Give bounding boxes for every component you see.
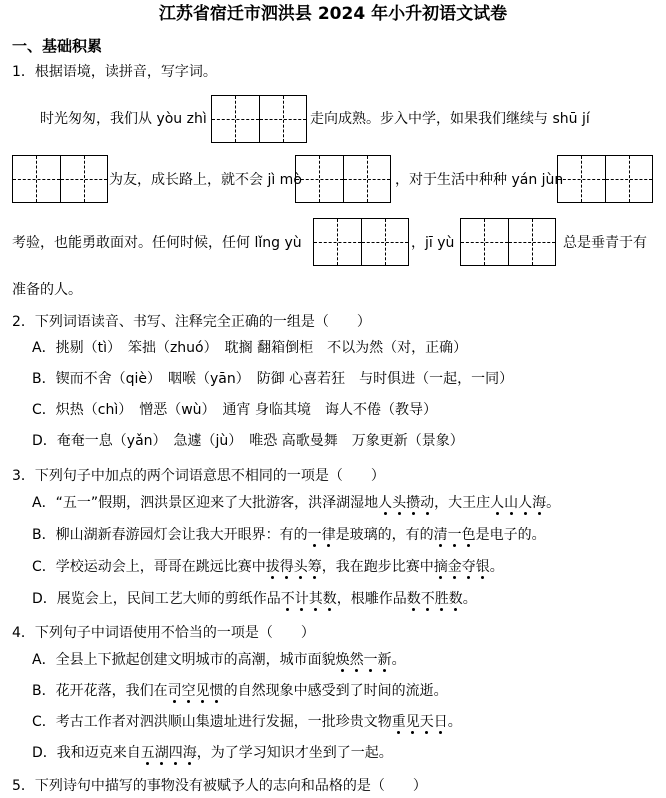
section-heading: 一、基础积累 [12,37,103,55]
dotted-char: 五 [140,745,155,761]
option-text: ，大王庄 [434,495,491,511]
answer-cell [13,156,61,202]
q2-option-c[interactable]: C．炽热（chì） 憎恶（wù） 通宵 身临其境 诲人不倦（教导） [32,402,438,418]
option-text: C．学校运动会上，哥哥在跳远比赛中 [32,559,266,575]
answer-cell [558,156,606,202]
q1-line3-text-b: ，jī yù [411,235,455,251]
option-text: 的自然现象中感受到了时间的流逝。 [223,683,448,699]
answer-box-lingyu[interactable] [313,218,409,266]
q4-stem: 4．下列句子中词语使用不恰当的一项是（ ） [12,625,315,641]
option-text: 。 [462,591,477,607]
dotted-word [378,495,434,511]
dotted-char: 一 [447,527,462,543]
dotted-char: 不 [280,591,295,607]
q1-line2-text-a: 为友，成长路上，就不会 jì mò [109,172,302,188]
dotted-char: 动 [420,495,435,511]
answer-box-youzhi[interactable] [211,95,307,143]
dotted-char: 头 [293,559,308,575]
dotted-char: 海 [182,745,197,761]
option-text: 是电子的。 [475,527,546,543]
dotted-char: 然 [349,652,364,668]
option-text: 。 [489,559,504,575]
answer-cell [260,96,307,142]
option-text: D．我和迈克来自 [32,745,141,761]
dotted-word [490,495,546,511]
answer-cell [362,219,409,265]
dotted-char: 四 [168,745,183,761]
dotted-word [308,527,336,543]
dotted-word [407,591,463,607]
q2-option-b[interactable]: B．锲而不舍（qiè） 咽喉（yān） 防御 心喜若狂 与时俱进（一起，一同） [32,371,514,387]
option-text: ，我在跑步比赛中 [321,559,434,575]
answer-box-yanjun[interactable] [557,155,653,203]
dotted-char: 筹 [307,559,322,575]
answer-cell [606,156,653,202]
dotted-word [141,745,197,761]
dotted-word [281,591,337,607]
dotted-char: 胜 [434,591,449,607]
q2-option-a[interactable]: A．挑剔（tì） 笨拙（zhuó） 耽搁 翻箱倒柜 不以为然（对，正确） [32,340,468,356]
dotted-char: 银 [475,559,490,575]
q4-option-a[interactable] [32,650,406,670]
dotted-char: 拔 [265,559,280,575]
option-text: C．考古工作者对泗洪顺山集遗址进行发掘，一批珍贵文物 [32,714,392,730]
dotted-word [266,559,322,575]
option-text: A．“五一”假期，泗洪景区迎来了大批游客，洪泽湖湿地 [32,495,379,511]
option-text: B．柳山湖新春游园灯会让我大开眼界：有的 [32,527,308,543]
option-text: 。 [546,495,561,511]
answer-cell [461,219,509,265]
q1-line2-text-b: ，对于生活中种种 yán jùn [395,172,564,188]
option-text: 。 [447,714,462,730]
answer-box-jimo[interactable] [295,155,391,203]
answer-cell [344,156,391,202]
dotted-char: 人 [518,495,533,511]
answer-box-shuji[interactable] [12,155,108,203]
q1-stem: 1．根据语境，读拼音，写字词。 [12,64,217,80]
answer-cell [509,219,556,265]
dotted-char: 见 [195,683,210,699]
answer-cell [296,156,344,202]
dotted-char: 司 [167,683,182,699]
dotted-char: 日 [433,714,448,730]
dotted-char: 惯 [209,683,224,699]
dotted-char: 湖 [154,745,169,761]
q3-option-a[interactable] [32,493,560,513]
dotted-char: 数 [448,591,463,607]
option-text: 是玻璃的，有的 [335,527,434,543]
dotted-word [434,559,490,575]
q5-stem: 5．下列诗句中描写的事物没有被赋予人的志向和品格的是（ ） [12,778,427,794]
dotted-char: 海 [532,495,547,511]
answer-cell [61,156,108,202]
q2-option-d[interactable]: D．奄奄一息（yǎn） 急遽（jù） 唯恐 高歌曼舞 万象更新（景象） [32,433,464,449]
dotted-char: 摘 [433,559,448,575]
page-title: 江苏省宿迁市泗洪县 2024 年小升初语文试卷 [158,4,508,24]
dotted-char: 见 [405,714,420,730]
q1-line1-text-a: 时光匆匆，我们从 yòu zhì [40,111,207,127]
dotted-char: 攒 [406,495,421,511]
dotted-char: 焕 [335,652,350,668]
q2-stem: 2．下列词语读音、书写、注释完全正确的一组是（ ） [12,314,371,330]
q4-option-d[interactable] [32,743,393,763]
dotted-char: 计 [294,591,309,607]
dotted-char: 数 [322,591,337,607]
option-text: B．花开花落，我们在 [32,683,168,699]
dotted-char: 新 [377,652,392,668]
q1-line4-text: 准备的人。 [12,282,82,298]
dotted-word [392,714,448,730]
dotted-char: 得 [279,559,294,575]
dotted-char: 数 [406,591,421,607]
dotted-char: 其 [308,591,323,607]
dotted-char: 山 [504,495,519,511]
option-text: ，为了学习知识才坐到了一起。 [196,745,393,761]
answer-cell [212,96,260,142]
dotted-word [168,683,224,699]
option-text: 。 [391,652,406,668]
q1-line3-text-a: 考验，也能勇敢面对。任何时候，任何 lǐng yù [12,235,302,251]
dotted-char: 不 [420,591,435,607]
dotted-char: 人 [490,495,505,511]
dotted-char: 一 [307,527,322,543]
q4-option-b[interactable] [32,681,448,701]
option-text: ，根雕作品 [336,591,407,607]
q3-option-c[interactable] [32,557,504,577]
q3-option-d[interactable] [32,589,477,609]
q3-stem: 3．下列句子中加点的两个词语意思不相同的一项是（ ） [12,468,385,484]
dotted-char: 头 [392,495,407,511]
dotted-char: 清 [433,527,448,543]
q3-option-b[interactable] [32,525,546,545]
dotted-char: 人 [378,495,393,511]
option-text: D．展览会上，民间工艺大师的剪纸作品 [32,591,281,607]
dotted-char: 色 [461,527,476,543]
answer-cell [314,219,362,265]
dotted-char: 一 [363,652,378,668]
q1-line3-text-c: 总是垂青于有 [563,235,647,251]
dotted-char: 金 [447,559,462,575]
dotted-char: 律 [321,527,336,543]
dotted-char: 空 [181,683,196,699]
answer-box-jiyu[interactable] [460,218,556,266]
dotted-char: 天 [419,714,434,730]
option-text: A．全县上下掀起创建文明城市的高潮，城市面貌 [32,652,336,668]
dotted-word [336,652,392,668]
q4-option-c[interactable] [32,712,462,732]
dotted-char: 夺 [461,559,476,575]
dotted-word [434,527,476,543]
q1-line1-text-b: 走向成熟。步入中学，如果我们继续与 shū jí [310,111,590,127]
dotted-char: 重 [391,714,406,730]
